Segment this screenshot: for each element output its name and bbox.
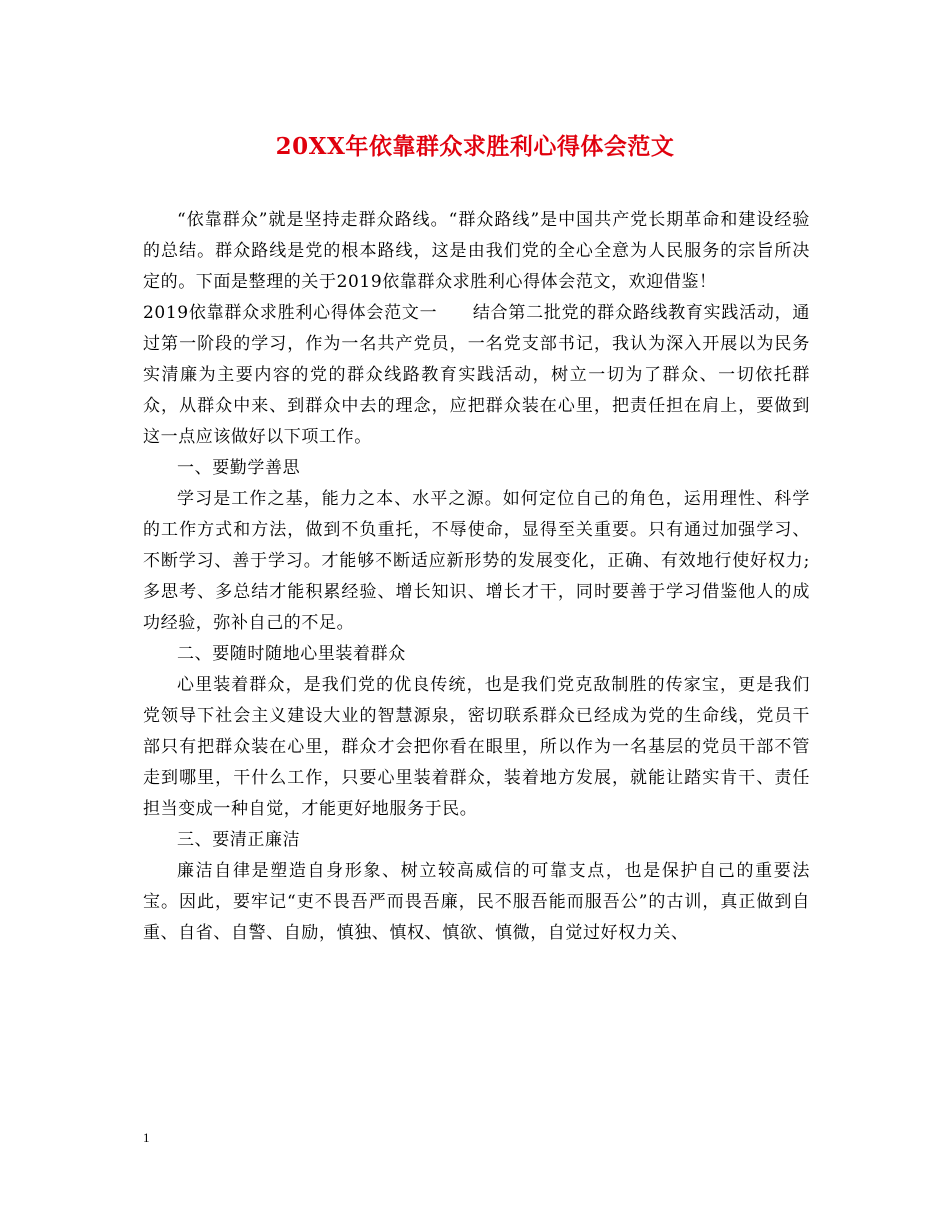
document-title: 20XX年依靠群众求胜利心得体会范文	[275, 133, 675, 160]
document-body	[143, 205, 810, 949]
article-one-paragraph: 2019依靠群众求胜利心得体会范文一 结合第二批党的群众路线教育实践活动，通过第一阶段的学习，作为一名共产党员，一名党支部书记，我认为深入开展以为民务实清廉为主要内容的党的群众线路教育实践活动，树立一切为了群众、一切依托群众，从群众中来、到群众中去的理念，应把群众装在心里，把责任担在肩上，要做到这一点应该做好以下项工作。	[143, 303, 810, 447]
section-heading-1: 一、要勤学善思	[177, 458, 301, 478]
section-1-paragraph: 学习是工作之基，能力之本、水平之源。如何定位自己的角色，运用理性、科学的工作方式和方法，做到不负重托，不辱使命，显得至关重要。只有通过加强学习、不断学习、善于学习。才能够不断适应新形势的发展变化，正确、有效地行使好权力;多思考、多总结才能积累经验、增长知识、增长才干，同时要善于学习借鉴他人的成功经验，弥补自己的不足。	[143, 489, 810, 633]
section-3-paragraph: 廉洁自律是塑造自身形象、树立较高威信的可靠支点，也是保护自己的重要法宝。因此，要牢记“吏不畏吾严而畏吾廉，民不服吾能而服吾公”的古训，真正做到自重、自省、自警、自励，慎独、慎权、慎欲、慎微，自觉过好权力关、	[143, 861, 810, 943]
section-heading-2: 二、要随时随地心里装着群众	[177, 644, 406, 664]
section-heading-3: 三、要清正廉洁	[177, 830, 301, 850]
section-2-paragraph: 心里装着群众，是我们党的优良传统，也是我们党克敌制胜的传家宝，更是我们党领导下社会主义建设大业的智慧源泉，密切联系群众已经成为党的生命线，党员干部只有把群众装在心里，群众才会把你看在眼里，所以作为一名基层的党员干部不管走到哪里，干什么工作，只要心里装着群众，装着地方发展，就能让踏实肯干、责任担当变成一种自觉，才能更好地服务于民。	[143, 675, 810, 819]
page-number: 1	[143, 1130, 150, 1145]
intro-paragraph: “依靠群众”就是坚持走群众路线。“群众路线”是中国共产党长期革命和建设经验的总结。群众路线是党的根本路线，这是由我们党的全心全意为人民服务的宗旨所决定的。下面是整理的关于2019依靠群众求胜利心得体会范文，欢迎借鉴！	[143, 210, 810, 292]
